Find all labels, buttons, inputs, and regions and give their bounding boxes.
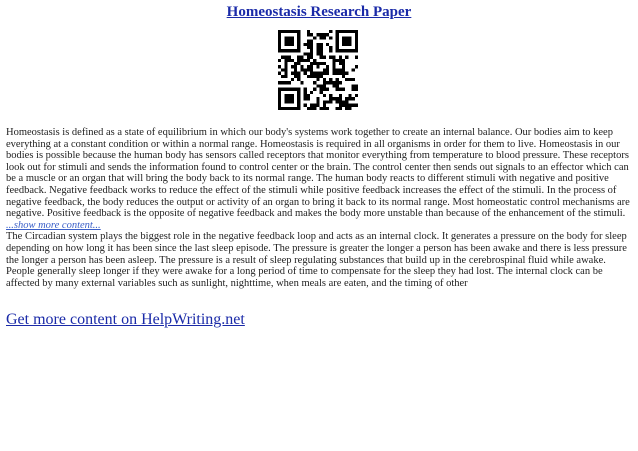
article-body [6,127,634,289]
page-title[interactable]: Homeostasis Research Paper [226,4,412,20]
paragraph-circadian: The Circadian system plays the biggest role in the negative feedback loop and acts as an internal clock. It generates a pressure on the body for sleep depending on how long it has been since the last sleep episode. The pressure is greater the longer a person has been awake and there is less pressure the longer a person has been asleep. The pressure is a result of sleep regulating substances that build up in the cerebrospinal fluid while awake. People generally sleep longer if they were awake for a long period of time to compensate for the sleep they had lost. The internal clock can be affected by many external variables such as sunlight, nighttime, when meals are eaten, and the timing of other [6,231,627,289]
show-more-link[interactable]: ...show more content... [6,219,101,231]
qr-code-icon [278,30,358,110]
get-more-content-link[interactable]: Get more content on HelpWriting.net [6,311,245,328]
paragraph-intro: Homeostasis is defined as a state of equilibrium in which our body's systems work together to create an internal balance. Our bodies aim to keep everything at a constant condition or within a normal range. Homeostasis is required in all organisms in order for them to live. Homeostasis in our bodies is possible because the human body has sensors called receptors that monitor everything from temperature to blood pressure. These receptors look out for stimuli and sends the information found to control center or the brain. The control center then sends out signals to an effector which can be a muscle or an organ that will bring the body back to its normal range. The human body reacts to different stimuli with negative and positive feedback. Negative feedback works to reduce the effect of the stimuli while positive feedback increases the effect of the stimuli. In the process of negative feedback, the body reduces the output or activity of an organ to bring it back to its normal range. Most homeostatic control mechanisms are negative. Positive feedback is the opposite of negative feedback and makes the body more unstable than because of the enhancement of the stimuli. [6,127,630,220]
